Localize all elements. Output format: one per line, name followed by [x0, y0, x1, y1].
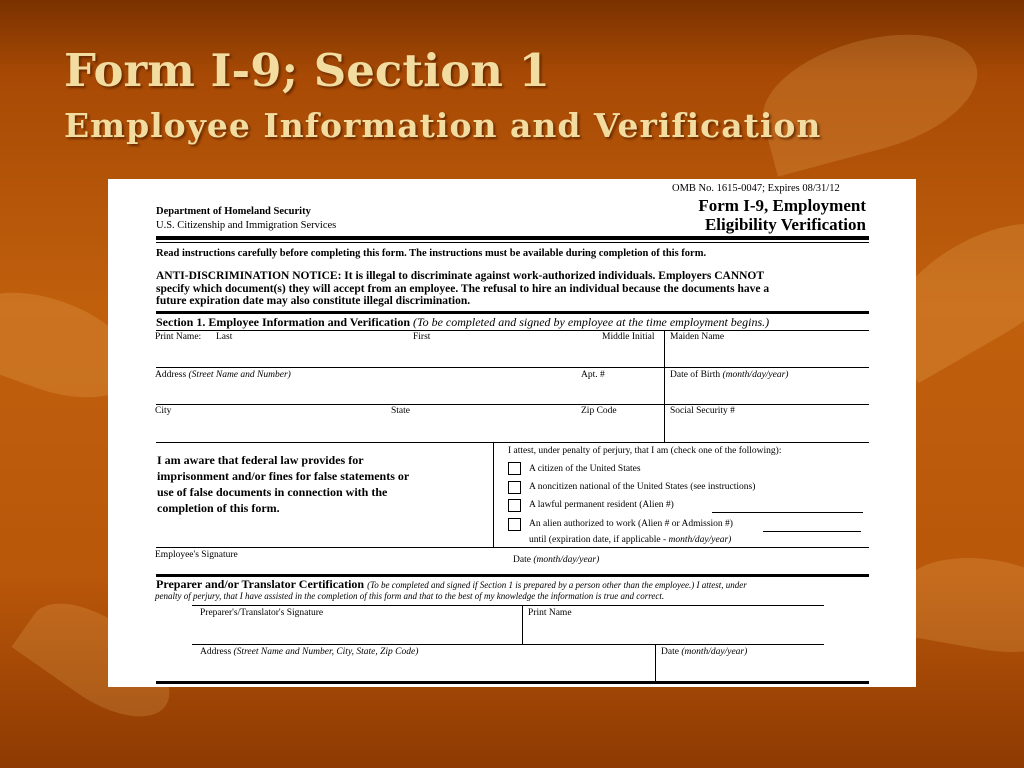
permanent-resident-checkbox[interactable]: [508, 499, 521, 512]
rule: [192, 644, 824, 645]
rule: [156, 442, 869, 443]
rule: [156, 367, 869, 368]
employee-signature-label: Employee's Signature: [155, 550, 238, 560]
attest-divider: [493, 442, 494, 547]
apt-label: Apt. #: [581, 370, 605, 380]
print-name-label: Print Name:: [155, 332, 202, 342]
slide-title: Form I-9; Section 1: [64, 44, 550, 97]
rule: [156, 547, 869, 548]
ssn-label: Social Security #: [670, 406, 735, 416]
middle-initial-label: Middle Initial: [602, 332, 655, 342]
preparer-date-label: Date (month/day/year): [661, 647, 748, 657]
citizen-option-label: A citizen of the United States: [529, 464, 641, 474]
section1-note: (To be completed and signed by employee at the time employment begins.): [413, 315, 770, 329]
dob-label: Date of Birth (month/day/year): [670, 370, 789, 380]
column-divider: [664, 330, 665, 442]
background-leaf-shape: [750, 13, 991, 176]
preparer-print-name-label: Print Name: [528, 608, 572, 618]
alien-authorized-checkbox[interactable]: [508, 518, 521, 531]
until-expiration-label: until (expiration date, if applicable - month/day/year): [529, 535, 732, 545]
form-title-line2: Eligibility Verification: [704, 215, 866, 234]
notice-line-3: future expiration date may also constitute illegal discrimination.: [156, 295, 471, 307]
form-i9-image: [108, 179, 916, 687]
alien-authorized-option-label: An alien authorized to work (Alien # or Admission #): [529, 519, 733, 529]
preparer-title: Preparer and/or Translator Certification: [156, 577, 365, 591]
rule: [156, 330, 869, 331]
maiden-name-label: Maiden Name: [670, 332, 725, 342]
notice-line-1: ANTI-DISCRIMINATION NOTICE: It is illegal to discriminate against work-authorized individuals. Employers CANNOT: [156, 270, 765, 282]
city-label: City: [155, 406, 172, 416]
section1-title: Section 1. Employee Information and Verification: [156, 315, 410, 329]
instructions-text: Read instructions carefully before completing this form. The instructions must be available during completion of this form.: [156, 248, 707, 259]
permanent-resident-option-label: A lawful permanent resident (Alien #): [529, 500, 674, 510]
employee-date-label: Date (month/day/year): [513, 555, 600, 565]
zip-label: Zip Code: [581, 406, 617, 416]
noncitizen-option-label: A noncitizen national of the United States (see instructions): [529, 482, 756, 492]
thin-rule: [156, 242, 869, 243]
aware-line-3: use of false documents in connection with the: [157, 485, 388, 499]
address-label: Address (Street Name and Number): [155, 370, 291, 380]
preparer-note-line2: penalty of perjury, that I have assisted in the completion of this form and that to the best of my knowledge the information is true and correct.: [155, 591, 665, 601]
form-title-line1: Form I-9, Employment: [698, 196, 866, 215]
alien-number-line[interactable]: [712, 512, 863, 513]
preparer-address-label: Address (Street Name and Number, City, State, Zip Code): [200, 647, 419, 657]
aware-line-1: I am aware that federal law provides for: [157, 453, 364, 467]
section1-top-rule: [156, 311, 869, 314]
column-divider: [522, 605, 523, 644]
column-divider: [655, 644, 656, 682]
agency-name: Department of Homeland Security: [156, 206, 311, 217]
omb-number: OMB No. 1615-0047; Expires 08/31/12: [672, 183, 840, 194]
first-name-label: First: [413, 332, 431, 342]
rule: [156, 404, 869, 405]
slide-subtitle: Employee Information and Verification: [64, 106, 822, 145]
rule: [192, 605, 824, 606]
admission-number-line[interactable]: [763, 531, 861, 532]
section1-heading: [156, 315, 769, 330]
noncitizen-national-checkbox[interactable]: [508, 481, 521, 494]
preparer-signature-label: Preparer's/Translator's Signature: [200, 608, 324, 618]
subagency-name: U.S. Citizenship and Immigration Services: [156, 220, 337, 231]
state-label: State: [391, 406, 410, 416]
attest-intro: I attest, under penalty of perjury, that I am (check one of the following):: [508, 446, 782, 456]
bottom-rule: [156, 681, 869, 684]
last-name-label: Last: [216, 332, 233, 342]
thick-rule: [156, 236, 869, 240]
citizen-checkbox[interactable]: [508, 462, 521, 475]
aware-line-2: imprisonment and/or fines for false statements or: [157, 469, 410, 483]
aware-line-4: completion of this form.: [157, 501, 280, 515]
preparer-heading: [156, 577, 747, 592]
preparer-note-line1: (To be completed and signed if Section 1 is prepared by a person other than the employee.) I attest, under: [367, 580, 747, 590]
notice-line-2: specify which document(s) they will accept from an employee. The refusal to hire an individual because the documents have a: [156, 283, 770, 295]
